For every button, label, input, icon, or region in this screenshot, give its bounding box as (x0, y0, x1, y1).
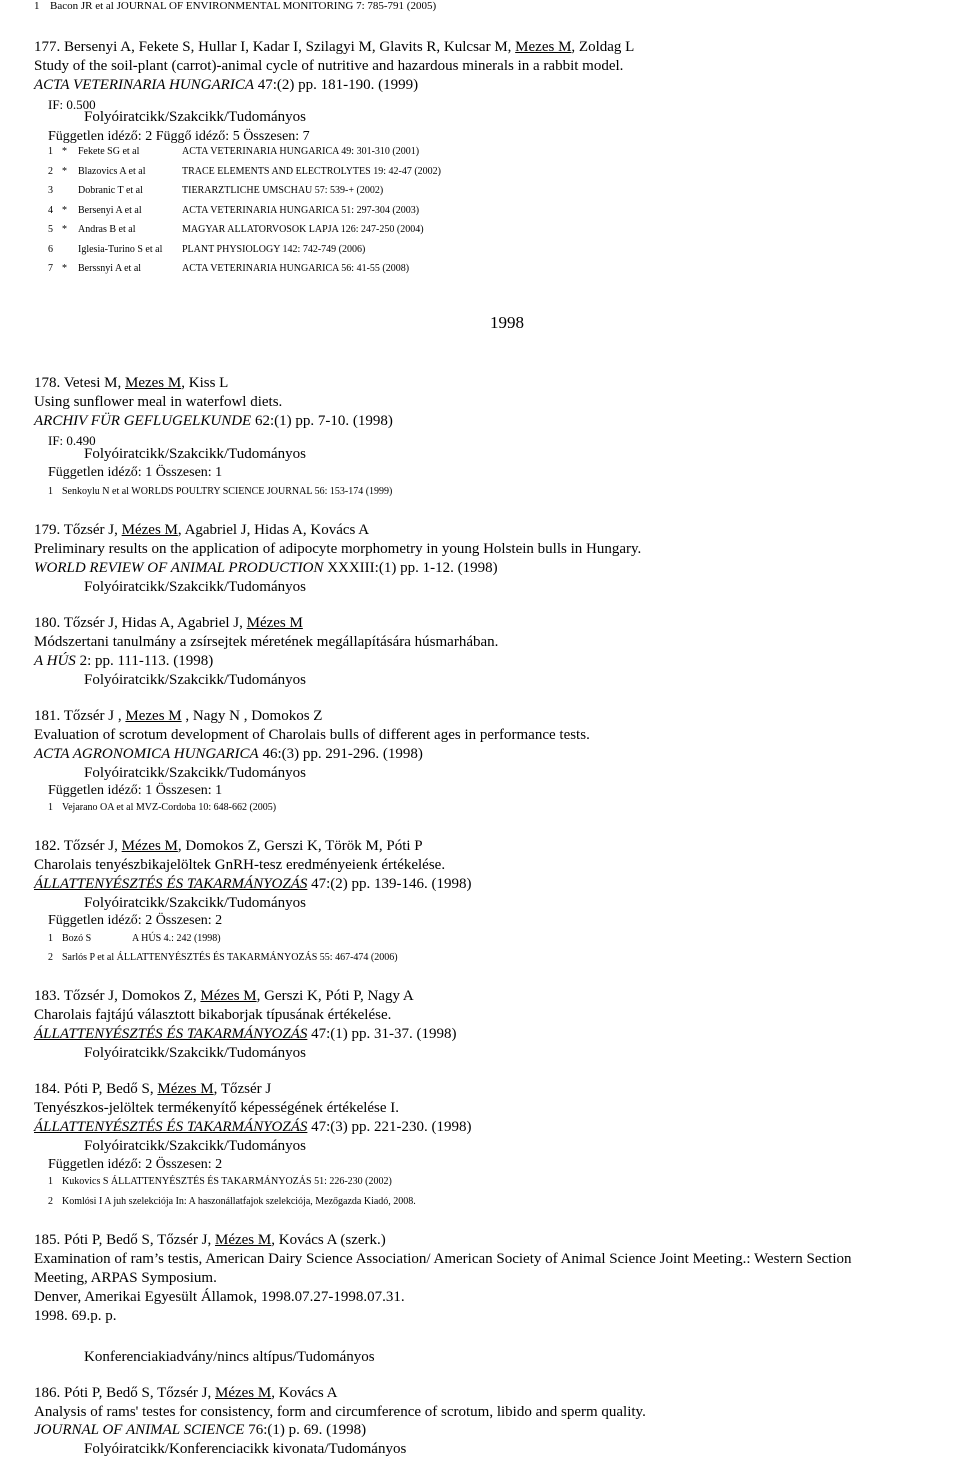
authors-line: 178. Vetesi M, Mezes M, Kiss L (34, 375, 229, 391)
citation-row: 2 Komlósi I A juh szelekciója In: A haszonállatfajok szelekciója, Mezőgazda Kiadó, 2008. (48, 1196, 416, 1207)
pub-type: Konferenciakiadvány/nincs altípus/Tudományos (84, 1349, 375, 1365)
citation-row: 6 Iglesia-Turino S et al PLANT PHYSIOLOGY 142: 742-749 (2006) (48, 244, 366, 255)
pub-type: Folyóiratcikk/Konferenciacikk kivonata/Tudományos (84, 1441, 407, 1457)
pub-type: Folyóiratcikk/Szakcikk/Tudományos (84, 446, 306, 462)
journal-line: ACTA VETERINARIA HUNGARICA 47:(2) pp. 181-190. (1999) (34, 77, 419, 93)
citation-row: 3 Dobranic T et al TIERARZTLICHE UMSCHAU 57: 539-+ (2002) (48, 185, 384, 196)
carryover-citation: 1 Bacon JR et al JOURNAL OF ENVIRONMENTAL MONITORING 7: 785-791 (2005) (34, 0, 437, 12)
journal-line: A HÚS 2: pp. 111-113. (1998) (34, 653, 214, 669)
pub-title: Preliminary results on the application of adipocyte morphometry in young Holstein bulls in Hungary. (34, 541, 642, 557)
journal-line: WORLD REVIEW OF ANIMAL PRODUCTION XXXIII:(1) pp. 1-12. (1998) (34, 560, 498, 576)
journal-line: ÁLLATTENYÉSZTÉS ÉS TAKARMÁNYOZÁS 47:(1) pp. 31-37. (1998) (34, 1026, 457, 1042)
authors-line: 184. Póti P, Bedő S, Mézes M, Tőzsér J (34, 1081, 272, 1097)
pub-type: Folyóiratcikk/Szakcikk/Tudományos (84, 1138, 306, 1154)
authors-line: 179. Tőzsér J, Mézes M, Agabriel J, Hidas A, Kovács A (34, 522, 370, 538)
journal-line: ÁLLATTENYÉSZTÉS ÉS TAKARMÁNYOZÁS 47:(3) pp. 221-230. (1998) (34, 1119, 472, 1135)
authors-line: 185. Póti P, Bedő S, Tőzsér J, Mézes M, Kovács A (szerk.) (34, 1232, 386, 1248)
pub-title: Evaluation of scrotum development of Charolais bulls of different ages in performance tests. (34, 727, 590, 743)
citation-summary: Független idéző: 2 Függő idéző: 5 Összesen: 7 (48, 129, 310, 144)
authors-line: 183. Tőzsér J, Domokos Z, Mézes M, Gerszi K, Póti P, Nagy A (34, 988, 414, 1004)
pub-title: Using sunflower meal in waterfowl diets. (34, 394, 283, 410)
authors-line: 181. Tőzsér J , Mezes M , Nagy N , Domokos Z (34, 708, 323, 724)
pub-title: Analysis of rams' testes for consistency, form and circumference of scrotum, libido and sperm quality. (34, 1404, 646, 1420)
pub-type: Folyóiratcikk/Szakcikk/Tudományos (84, 579, 306, 595)
pub-title: Tenyészkos-jelöltek termékenyítő képességének értékelése I. (34, 1100, 400, 1116)
citation-summary: Független idéző: 2 Összesen: 2 (48, 1157, 223, 1172)
citation-row: 2 Sarlós P et al ÁLLATTENYÉSZTÉS ÉS TAKARMÁNYOZÁS 55: 467-474 (2006) (48, 952, 398, 963)
authors-line: 182. Tőzsér J, Mézes M, Domokos Z, Gerszi K, Török M, Póti P (34, 838, 423, 854)
citation-summary: Független idéző: 1 Összesen: 1 (48, 465, 223, 480)
citation-row: 1 Vejarano OA et al MVZ-Cordoba 10: 648-662 (2005) (48, 802, 277, 813)
journal-line: ARCHIV FÜR GEFLUGELKUNDE 62:(1) pp. 7-10. (1998) (34, 413, 393, 429)
citation-row: 4 * Bersenyi A et al ACTA VETERINARIA HUNGARICA 51: 297-304 (2003) (48, 205, 420, 216)
pub-title: Charolais fajtájú választott bikaborjak típusának értékelése. (34, 1007, 392, 1023)
citation-row: 7 * Berssnyi A et al ACTA VETERINARIA HUNGARICA 56: 41-55 (2008) (48, 263, 410, 274)
pub-type: Folyóiratcikk/Szakcikk/Tudományos (84, 765, 306, 781)
journal-line: ACTA AGRONOMICA HUNGARICA 46:(3) pp. 291-296. (1998) (34, 746, 423, 762)
conference-place: Denver, Amerikai Egyesült Államok, 1998.07.27-1998.07.31. (34, 1289, 405, 1305)
year-heading: 1998 (490, 313, 524, 332)
pub-title: Módszertani tanulmány a zsírsejtek méretének megállapítására húsmarhában. (34, 634, 499, 650)
citation-summary: Független idéző: 1 Összesen: 1 (48, 783, 223, 798)
pub-title: Charolais tenyészbikajelöltek GnRH-tesz eredményeienk értékelése. (34, 857, 446, 873)
pub-type: Folyóiratcikk/Szakcikk/Tudományos (84, 1045, 306, 1061)
conference-pages: 1998. 69.p. p. (34, 1308, 117, 1324)
citation-summary: Független idéző: 2 Összesen: 2 (48, 913, 223, 928)
citation-row: 1 Senkoylu N et al WORLDS POULTRY SCIENCE JOURNAL 56: 153-174 (1999) (48, 486, 393, 497)
authors-line: 186. Póti P, Bedő S, Tőzsér J, Mézes M, Kovács A (34, 1385, 338, 1401)
impact-factor: IF: 0.490 (48, 433, 96, 448)
journal-line: ÁLLATTENYÉSZTÉS ÉS TAKARMÁNYOZÁS 47:(2) pp. 139-146. (1998) (34, 876, 472, 892)
authors-line: 180. Tőzsér J, Hidas A, Agabriel J, Mézes M (34, 615, 303, 631)
citation-row: 2 * Blazovics A et al TRACE ELEMENTS AND ELECTROLYTES 19: 42-47 (2002) (48, 166, 441, 177)
citation-row: 1 * Fekete SG et al ACTA VETERINARIA HUNGARICA 49: 301-310 (2001) (48, 146, 420, 157)
pub-title: Examination of ram’s testis, American Dairy Science Association/ American Society of Animal Science Joint Meeting.: Western Section (34, 1251, 852, 1267)
journal-line: JOURNAL OF ANIMAL SCIENCE 76:(1) p. 69. (1998) (34, 1422, 367, 1438)
impact-factor: IF: 0.500 (48, 97, 96, 112)
pub-type: Folyóiratcikk/Szakcikk/Tudományos (84, 672, 306, 688)
citation-row: 5 * Andras B et al MAGYAR ALLATORVOSOK LAPJA 126: 247-250 (2004) (48, 224, 424, 235)
pub-title-cont: Meeting, ARPAS Symposium. (34, 1270, 217, 1286)
pub-type: Folyóiratcikk/Szakcikk/Tudományos (84, 109, 306, 125)
authors-line: 177. Bersenyi A, Fekete S, Hullar I, Kadar I, Szilagyi M, Glavits R, Kulcsar M, Mezes M, Zoldag L (34, 39, 635, 55)
citation-row: 1 Bozó S A HÚS 4.: 242 (1998) (48, 933, 221, 944)
pub-type: Folyóiratcikk/Szakcikk/Tudományos (84, 895, 306, 911)
pub-title: Study of the soil-plant (carrot)-animal cycle of nutritive and hazardous minerals in a rabbit model. (34, 58, 624, 74)
citation-row: 1 Kukovics S ÁLLATTENYÉSZTÉS ÉS TAKARMÁNYOZÁS 51: 226-230 (2002) (48, 1176, 392, 1187)
